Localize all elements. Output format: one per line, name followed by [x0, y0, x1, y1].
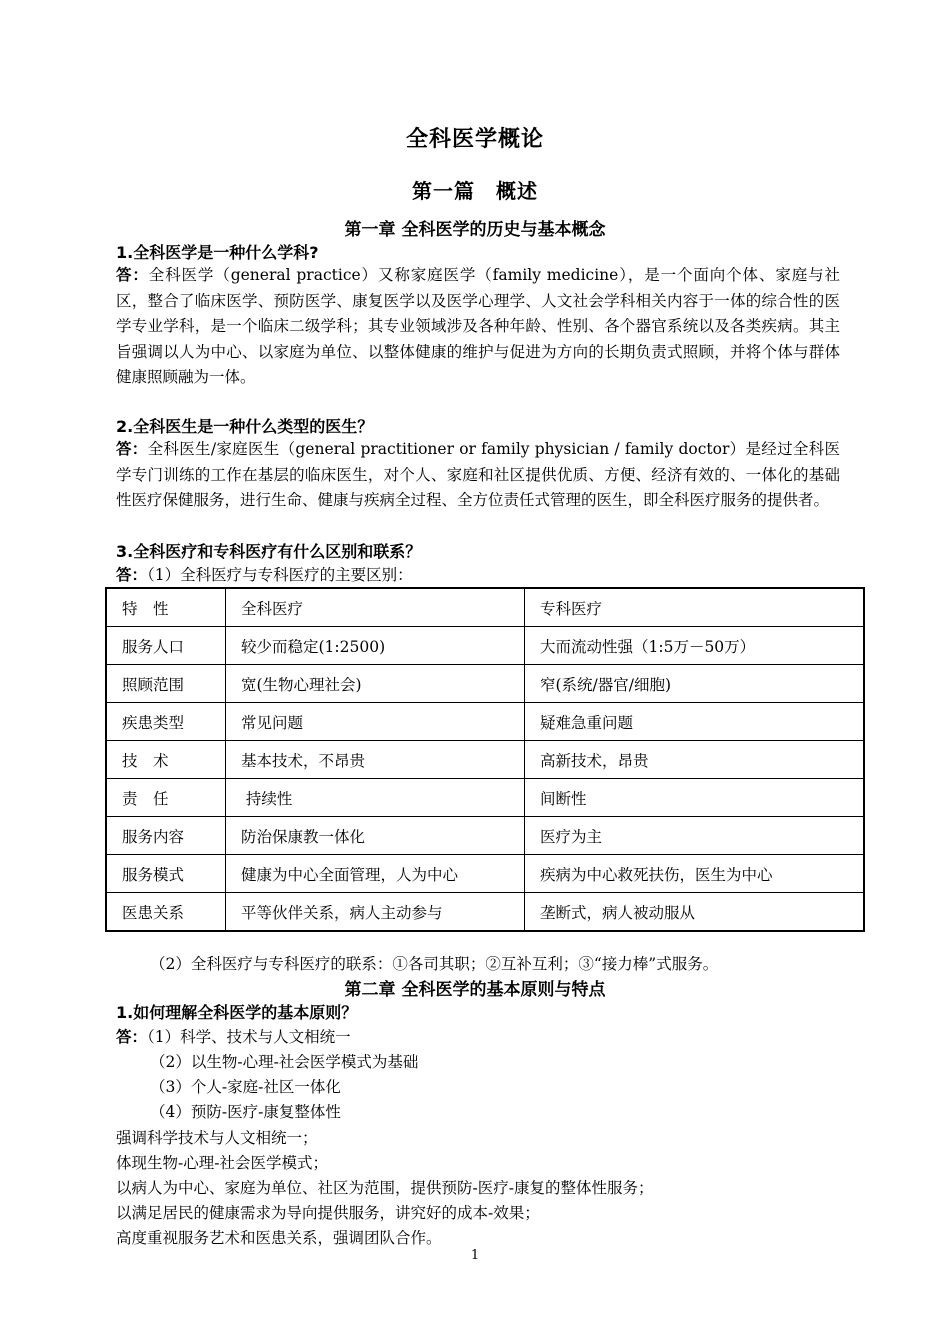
answer-label: 答： [116, 266, 149, 284]
answer-3-intro [116, 563, 413, 585]
table-cell: 窄(系统/器官/细胞) [525, 665, 865, 703]
table-cell: 医疗为主 [525, 817, 865, 855]
feature-line: 强调科学技术与人文相统一； [116, 1129, 318, 1147]
question-1: 1.全科医学是一种什么学科? [116, 243, 319, 262]
table-row [106, 817, 864, 855]
table-row [106, 779, 864, 817]
table-cell: 平等伙伴关系，病人主动参与 [226, 893, 525, 932]
comparison-table [105, 587, 865, 932]
table-cell: 医患关系 [106, 893, 226, 932]
feature-line: 体现生物-心理-社会医学模式； [116, 1154, 328, 1172]
answer-3-link: （2）全科医疗与专科医疗的联系：①各司其职；②互补互利；③“接力棒”式服务。 [150, 955, 719, 973]
feature-line: 以满足居民的健康需求为导向提供服务，讲究好的成本-效果； [116, 1204, 540, 1222]
principle-text: （1）科学、技术与人文相统一 [147, 1028, 351, 1046]
table-cell: 专科医疗 [525, 588, 865, 627]
table-cell: 服务内容 [106, 817, 226, 855]
part-heading: 第一篇 概述 [412, 179, 538, 203]
chapter-2-heading: 第二章 全科医学的基本原则与特点 [344, 980, 606, 1000]
table-cell: 技 术 [106, 741, 226, 779]
table-cell: 服务人口 [106, 627, 226, 665]
document-title: 全科医学概论 [405, 127, 544, 152]
table-cell: 常见问题 [226, 703, 525, 741]
answer-label: 答： [116, 566, 148, 584]
table-row [106, 893, 864, 932]
feature-line: 高度重视服务艺术和医患关系，强调团队合作。 [116, 1229, 442, 1247]
table-cell: 疑难急重问题 [525, 703, 865, 741]
answer-1 [116, 263, 840, 391]
question-4: 1.如何理解全科医学的基本原则？ [116, 1003, 358, 1022]
table-cell: 防治保康教一体化 [226, 817, 525, 855]
question-2: 2.全科医生是一种什么类型的医生？ [116, 417, 374, 436]
feature-line: 以病人为中心、家庭为单位、社区为范围，提供预防-医疗-康复的整体性服务； [116, 1179, 654, 1197]
table-row [106, 855, 864, 893]
table-cell: 服务模式 [106, 855, 226, 893]
table-row [106, 665, 864, 703]
table-cell: 疾患类型 [106, 703, 226, 741]
table-cell: 全科医疗 [226, 588, 525, 627]
table-cell: 垄断式，病人被动服从 [525, 893, 865, 932]
table-cell: 健康为中心全面管理，人为中心 [226, 855, 525, 893]
table-cell: 间断性 [525, 779, 865, 817]
table-cell: 疾病为中心救死扶伤，医生为中心 [525, 855, 865, 893]
answer-label: 答： [116, 440, 148, 458]
page-number: 1 [470, 1248, 480, 1263]
table-row [106, 627, 864, 665]
table-cell: 照顾范围 [106, 665, 226, 703]
table-row [106, 588, 864, 627]
answer-label: 答： [116, 1028, 148, 1046]
principle-item: （2）以生物-心理-社会医学模式为基础 [150, 1053, 419, 1071]
table-cell: 责 任 [106, 779, 226, 817]
table-row [106, 703, 864, 741]
table-cell: 高新技术，昂贵 [525, 741, 865, 779]
table-cell: 持续性 [226, 779, 525, 817]
principle-item: （3）个人-家庭-社区一体化 [150, 1078, 341, 1096]
principle-item: （4）预防-医疗-康复整体性 [150, 1103, 341, 1121]
chapter-1-heading: 第一章 全科医学的历史与基本概念 [344, 220, 606, 240]
answer-2 [116, 437, 840, 514]
table-cell: 大而流动性强（1:5万－50万） [525, 627, 865, 665]
table-cell: 宽(生物心理社会) [226, 665, 525, 703]
table-cell: 基本技术，不昂贵 [226, 741, 525, 779]
answer-3-intro-text: （1）全科医疗与专科医疗的主要区别： [147, 566, 413, 584]
answer-2-text: 全科医生/家庭医生（general practitioner or family physician / family doctor）是经过全科医学专门训练的工作在基层的临床医生，对个人、家庭和社区提供优质、方便、经济有效的、一体化的基础性医疗保健服务，进行生命、健康与疾病全过程、全方位责任式管理的医生，即全科医疗服务的提供者。 [116, 440, 840, 509]
answer-1-text: 全科医学（general practice）又称家庭医学（family medicine），是一个面向个体、家庭与社区，整合了临床医学、预防医学、康复医学以及医学心理学、人文社会学科相关内容于一体的综合性的医学专业学科，是一个临床二级学科；其专业领域涉及各种年龄、性别、各个器官系统以及各类疾病。其主旨强调以人为中心、以家庭为单位、以整体健康的维护与促进为方向的长期负责式照顾，并将个体与群体健康照顾融为一体。 [116, 266, 840, 386]
table-row [106, 741, 864, 779]
table-cell: 较少而稳定(1:2500) [226, 627, 525, 665]
table-cell: 特 性 [106, 588, 226, 627]
principle-item [116, 1025, 351, 1047]
question-3: 3.全科医疗和专科医疗有什么区别和联系？ [116, 542, 422, 561]
